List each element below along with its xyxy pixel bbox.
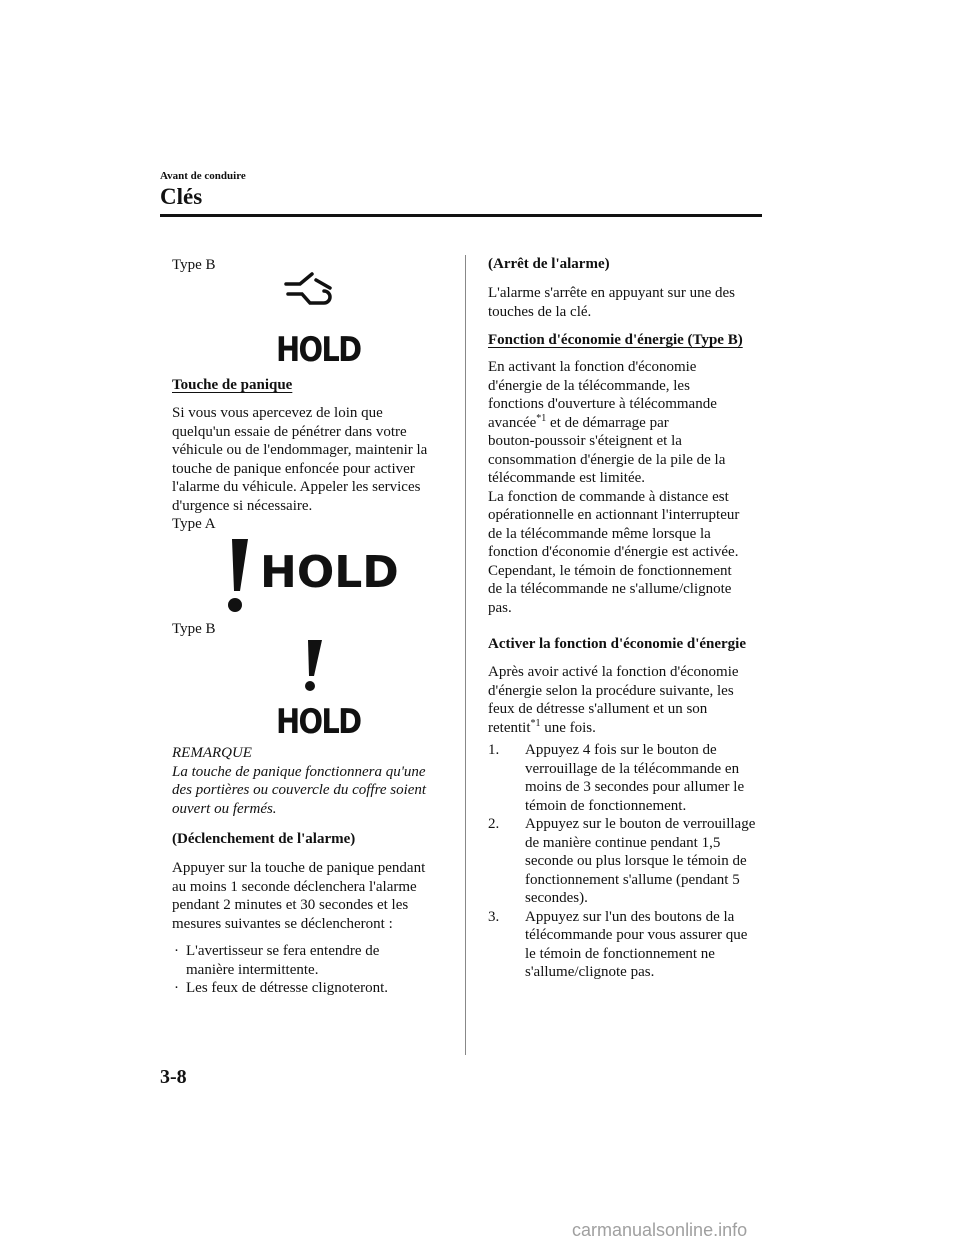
declenchement-heading: (Déclenchement de l'alarme) xyxy=(172,831,356,847)
step-item: 3. Appuyez sur l'un des boutons de la télécommande pour vous assurer que le témoin de fonctionnement ne s'allume/clignote pas. xyxy=(488,908,748,980)
panic-key-icon-type-b-2 xyxy=(272,638,361,742)
exclamation-icon xyxy=(218,535,258,615)
activate-paragraph: Après avoir activé la fonction d'économie d'énergie selon la procédure suivante, les feux de détresse s'allument et un son retentit$^{*1}$ une fois. xyxy=(488,664,739,736)
list-item-cont: manière intermittente. xyxy=(186,961,319,978)
alarm-bullet-list xyxy=(172,942,388,998)
list-item: · L'avertisseur se fera entendre de xyxy=(174,943,380,959)
panic-heading: Touche de panique xyxy=(172,377,293,393)
arret-heading: (Arrêt de l'alarme) xyxy=(488,256,610,272)
panic-key-icon-type-b xyxy=(270,270,361,370)
car-horn-icon xyxy=(270,270,350,312)
section-label: Avant de conduire xyxy=(160,170,246,182)
hold-label-a: HOLD xyxy=(260,547,399,598)
steps-list xyxy=(488,741,755,982)
eco-paragraph: En activant la fonction d'économie d'énergie de la télécommande, les fonctions d'ouverture à télécommande avancée$^{*1}$ et de démarrage par bouton-poussoir s'éteignent et la consommation d'énergie de la pile de la télécommande est limitée. La fonction de commande à distance est opérationnelle en actionnant l'interrupteur de la télécommande même lorsque la fonction d'économie d'énergie est activée. Cependant, le témoin de fonctionnement de la télécommande ne s'allume/clignote pas. xyxy=(488,359,740,616)
remarque-note: REMARQUE La touche de panique fonctionnera qu'une des portières ou couvercle du coffre soient ouvert ou fermés. xyxy=(172,745,427,817)
remarque-title: REMARQUE xyxy=(172,745,252,761)
column-divider xyxy=(465,255,466,1055)
page-title: Clés xyxy=(160,184,203,209)
header-rule xyxy=(160,214,762,217)
declenchement-paragraph: Appuyer sur la touche de panique pendant au moins 1 seconde déclenchera l'alarme pendant 2 minutes et 30 secondes et les mesures suivantes se déclencheront : xyxy=(172,860,426,932)
panic-key-icon-type-a xyxy=(218,535,408,615)
type-a-label: Type A xyxy=(172,516,216,532)
exclamation-icon xyxy=(290,638,340,692)
hold-label-b2: HOLD xyxy=(276,702,361,742)
type-b-label-2: Type B xyxy=(172,621,216,637)
list-item: · Les feux de détresse clignoteront. xyxy=(174,980,389,996)
activate-heading: Activer la fonction d'économie d'énergie xyxy=(488,636,747,652)
eco-heading: Fonction d'économie d'énergie (Type B) xyxy=(488,332,743,348)
type-b-label-1: Type B xyxy=(172,257,216,273)
hold-label: HOLD xyxy=(276,330,361,370)
arret-paragraph: L'alarme s'arrête en appuyant sur une des touches de la clé. xyxy=(488,285,735,320)
step-item: 2. Appuyez sur le bouton de verrouillage de manière continue pendant 1,5 seconde ou plus lorsque le témoin de fonctionnement s'allume (pendant 5 secondes). xyxy=(488,816,756,906)
watermark: carmanualsonline.info xyxy=(572,1220,748,1240)
panic-paragraph: Si vous vous apercevez de loin que quelqu'un essaie de pénétrer dans votre véhicule ou de l'endommager, maintenir la touche de panique enfoncée pour activer l'alarme du véhicule. Appeler les services d'urgence si nécessaire. Type A xyxy=(172,405,428,532)
page-number: 3-8 xyxy=(160,1066,187,1088)
step-item: 1. Appuyez 4 fois sur le bouton de verrouillage de la télécommande en moins de 3 secondes pour allumer le témoin de fonctionnement. xyxy=(488,742,745,814)
